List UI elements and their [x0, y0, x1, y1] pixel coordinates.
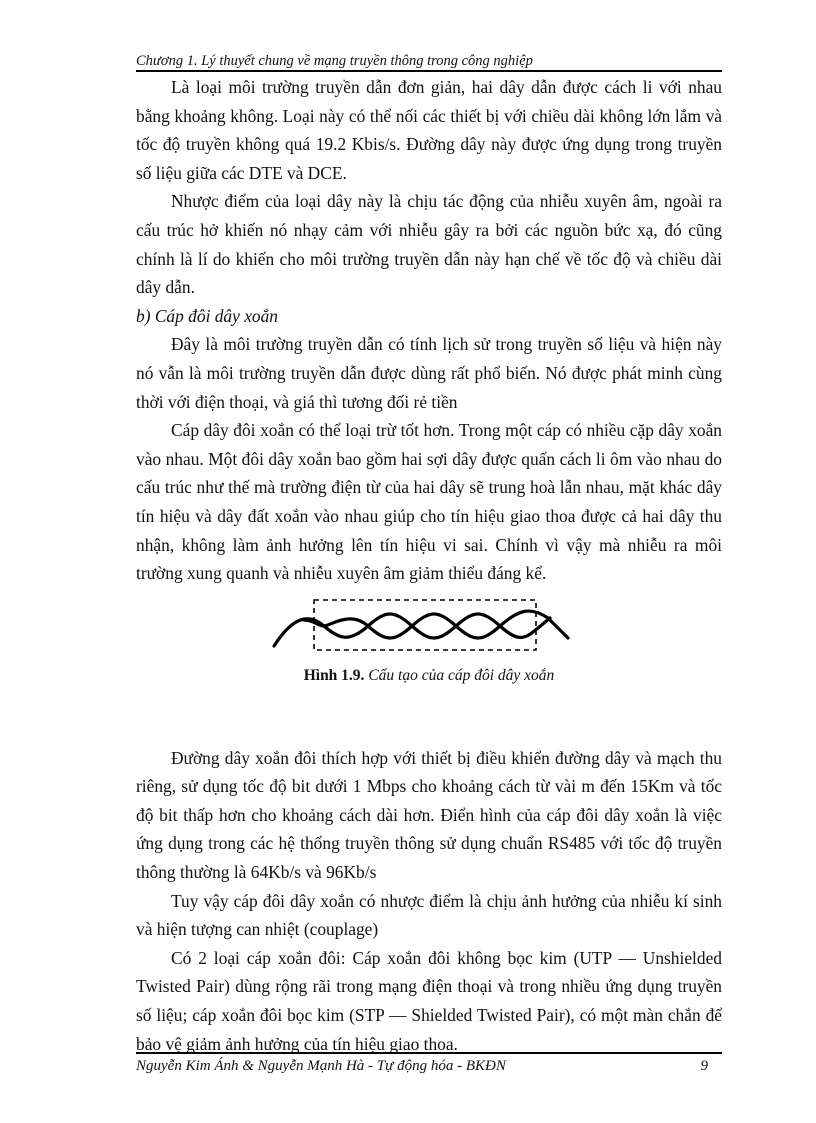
- paragraph-6: Tuy vậy cáp đôi dây xoắn có nhược điểm là chịu ảnh hưởng của nhiễu kí sinh và hiện tượng can nhiệt (couplage): [136, 890, 722, 940]
- chapter-header: Chương 1. Lý thuyết chung về mạng truyền thông trong công nghiệp: [136, 53, 533, 69]
- page-body: [136, 73, 722, 1058]
- figure-label: Hình 1.9.: [303, 666, 365, 684]
- footer-divider: [136, 1052, 722, 1054]
- paragraph-7: Có 2 loại cáp xoắn đôi: Cáp xoắn đôi không bọc kim (UTP — Unshielded Twisted Pair) dùng rộng rãi trong mạng điện thoại và trong nhiều ứng dụng truyền số liệu; cáp xoắn đôi bọc kim (STP — Shielded Twisted Pair), có một màn chắn để bảo vệ giảm ảnh hưởng của tín hiệu giao thoa.: [136, 947, 722, 1054]
- paragraph-1: Là loại môi trường truyền dẫn đơn giản, hai dây dẫn được cách li với nhau bằng khoảng không. Loại này có thể nối các thiết bị với chiều dài không lớn lắm và tốc độ truyền không quá 19.2 Kbis/s. Đường dây này được ứng dụng trong truyền số liệu giữa các DTE và DCE.: [136, 77, 722, 183]
- paragraph-4: Cáp dây đôi xoắn có thể loại trừ tốt hơn. Trong một cáp có nhiều cặp dây xoắn vào nhau. Một đôi dây xoắn bao gồm hai sợi dây được quấn cách li ôm vào nhau do cấu trúc như thế mà trường điện từ của hai dây sẽ trung hoà lẫn nhau, mặt khác dây tín hiệu và dây đất xoắn vào nhau giúp cho tín hiệu giao thoa được cả hai dây thu nhận, không làm ảnh hưởng lên tín hiệu vi sai. Chính vì vậy mà nhiễu ra môi trường xung quanh và nhiễu xuyên âm giảm thiểu đáng kể.: [136, 420, 722, 584]
- page-number: 9: [700, 1058, 708, 1074]
- paragraph-5: Đường dây xoắn đôi thích hợp với thiết bị điều khiển đường dây và mạch thu riêng, sử dụng tốc độ bit dưới 1 Mbps cho khoảng cách từ vài m đến 15Km và tốc độ bit thấp hơn cho khoảng cách dài hơn. Điển hình của cáp đôi dây xoắn là việc ứng dụng trong các hệ thống truyền thông sử dụng chuẩn RS485 với tốc độ truyền thông thường là 64Kb/s và 96Kb/s: [136, 747, 722, 883]
- page-footer: [136, 1056, 722, 1076]
- spacer: [136, 690, 722, 744]
- subheading-twisted-pair: b) Cáp đôi dây xoắn: [136, 305, 279, 326]
- figure-twisted-pair: [136, 590, 722, 690]
- figure-caption-text: Cấu tạo của cáp đôi dây xoắn: [364, 666, 555, 684]
- header-divider: [136, 70, 722, 72]
- paragraph-3: Đây là môi trường truyền dẫn có tính lịch sử trong truyền số liệu và hiện này nó vẫn là môi trường truyền dẫn được dùng rất phổ biến. Nó được phát minh cùng thời với điện thoại, và giá thì tương đối rẻ tiền: [136, 334, 722, 412]
- footer-authors: Nguyễn Kim Ánh & Nguyễn Mạnh Hà - Tự động hóa - BKĐN: [136, 1058, 506, 1074]
- twisted-pair-diagram: [268, 596, 588, 660]
- figure-caption: [136, 662, 722, 691]
- paragraph-2: Nhược điểm của loại dây này là chịu tác động của nhiễu xuyên âm, ngoài ra cấu trúc hở khiến nó nhạy cảm với nhiễu gây ra bởi các nguồn bức xạ, đó cũng chính là lí do khiến cho môi trường truyền dẫn này hạn chế về tốc độ và chiều dài dây dẫn.: [136, 191, 722, 298]
